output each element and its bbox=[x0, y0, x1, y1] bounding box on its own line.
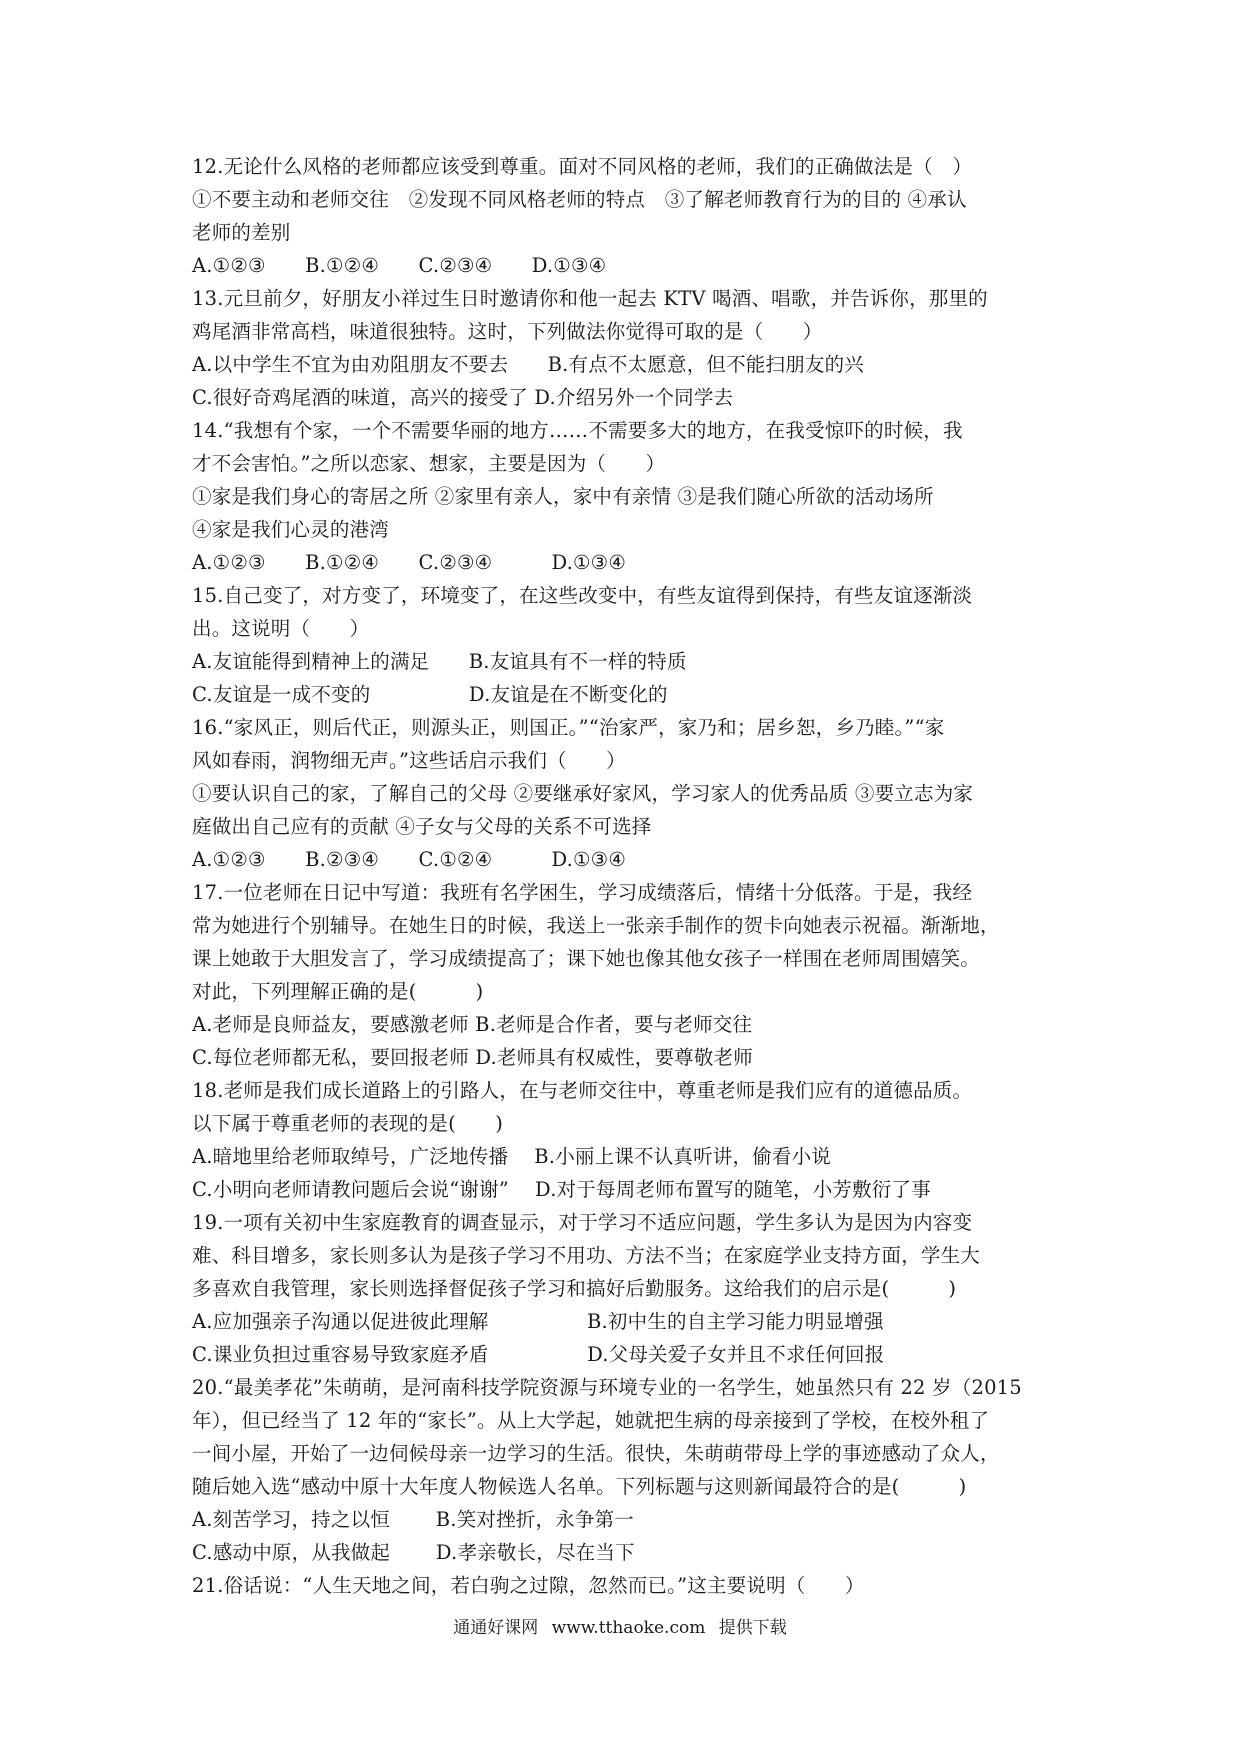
text-line: 13.元旦前夕，好朋友小祥过生日时邀请你和他一起去 KTV 喝酒、唱歌，并告诉你，那里的 bbox=[192, 287, 988, 310]
text-line: ①要认识自己的家，了解自己的父母 ②要继承好家风，学习家人的优秀品质 ③要立志为家 bbox=[192, 782, 974, 805]
text-line: A.应加强亲子沟通以促进彼此理解 B.初中生的自主学习能力明显增强 bbox=[192, 1310, 884, 1333]
question-text-block bbox=[192, 150, 1072, 1602]
text-line: 鸡尾酒非常高档，味道很独特。这时，下列做法你觉得可取的是（ ） bbox=[192, 320, 823, 343]
text-line: A.老师是良师益友，要感激老师 B.老师是合作者，要与老师交往 bbox=[192, 1013, 753, 1036]
text-line: ④家是我们心灵的港湾 bbox=[192, 518, 390, 541]
text-line: A.以中学生不宜为由劝阻朋友不要去 B.有点不太愿意，但不能扫朋友的兴 bbox=[192, 353, 865, 376]
text-line: 多喜欢自我管理，家长则选择督促孩子学习和搞好后勤服务。这给我们的启示是( ) bbox=[192, 1277, 957, 1300]
text-line: 15.自己变了，对方变了，环境变了，在这些改变中，有些友谊得到保持，有些友谊逐渐淡 bbox=[192, 584, 973, 607]
text-line: ①不要主动和老师交往 ②发现不同风格老师的特点 ③了解老师教育行为的目的 ④承认 bbox=[192, 188, 967, 211]
text-line: 老师的差别 bbox=[192, 221, 291, 244]
text-line: A.暗地里给老师取绰号，广泛地传播 B.小丽上课不认真听讲，偷看小说 bbox=[192, 1145, 832, 1168]
text-line: A.①②③ B.②③④ C.①②④ D.①③④ bbox=[192, 848, 627, 871]
text-line: 20.“最美孝花”朱萌萌，是河南科技学院资源与环境专业的一名学生，她虽然只有 22 岁（2015 bbox=[192, 1376, 1022, 1399]
text-line: 年），但已经当了 12 年的“家长”。从上大学起，她就把生病的母亲接到了学校，在校外租了 bbox=[192, 1409, 990, 1432]
text-line: 19.一项有关初中生家庭教育的调查显示，对于学习不适应问题，学生多认为是因为内容变 bbox=[192, 1211, 973, 1234]
text-line: 以下属于尊重老师的表现的是( ) bbox=[192, 1112, 504, 1135]
text-line: 18.老师是我们成长道路上的引路人，在与老师交往中，尊重老师是我们应有的道德品质。 bbox=[192, 1079, 973, 1102]
text-line: 出。这说明（ ） bbox=[192, 617, 370, 640]
page-footer bbox=[0, 1614, 1240, 1642]
text-line: 16.“家风正，则后代正，则源头正，则国正。”“治家严，家乃和；居乡恕，乡乃睦。”“家 bbox=[192, 716, 945, 739]
text-line: A.友谊能得到精神上的满足 B.友谊具有不一样的特质 bbox=[192, 650, 687, 673]
text-line: 才不会害怕。”之所以恋家、想家，主要是因为（ ） bbox=[192, 452, 666, 475]
footer-site-name: 通通好课网 bbox=[453, 1618, 539, 1638]
text-line: 17.一位老师在日记中写道：我班有名学困生，学习成绩落后，情绪十分低落。于是，我经 bbox=[192, 881, 973, 904]
text-line: 常为她进行个别辅导。在她生日的时候，我送上一张亲手制作的贺卡向她表示祝福。渐渐地， bbox=[192, 914, 1000, 937]
text-line: C.很好奇鸡尾酒的味道，高兴的接受了 D.介绍另外一个同学去 bbox=[192, 386, 734, 409]
text-line: 12.无论什么风格的老师都应该受到尊重。面对不同风格的老师，我们的正确做法是（ ） bbox=[192, 155, 973, 178]
text-line: A.刻苦学习，持之以恒 B.笑对挫折，永争第一 bbox=[192, 1508, 635, 1531]
text-line: 一间小屋，开始了一边伺候母亲一边学习的生活。很快，朱萌萌带母上学的事迹感动了众人， bbox=[192, 1442, 1000, 1465]
text-line: C.感动中原，从我做起 D.孝亲敬长，尽在当下 bbox=[192, 1541, 635, 1564]
text-line: 随后她入选“感动中原十大年度人物候选人名单。下列标题与这则新闻最符合的是( ) bbox=[192, 1475, 967, 1498]
text-line: ①家是我们身心的寄居之所 ②家里有亲人，家中有亲情 ③是我们随心所欲的活动场所 bbox=[192, 485, 934, 508]
footer-url: www.tthaoke.com bbox=[551, 1618, 706, 1638]
text-line: 难、科目增多，家长则多认为是孩子学习不用功、方法不当；在家庭学业支持方面，学生大 bbox=[192, 1244, 981, 1267]
text-line: 14.“我想有个家，一个不需要华丽的地方……不需要多大的地方，在我受惊吓的时候，我 bbox=[192, 419, 963, 442]
text-line: C.每位老师都无私，要回报老师 D.老师具有权威性，要尊敬老师 bbox=[192, 1046, 753, 1069]
text-line: 课上她敢于大胆发言了，学习成绩提高了；课下她也像其他女孩子一样围在老师周围嬉笑。 bbox=[192, 947, 981, 970]
text-line: 对此，下列理解正确的是( ) bbox=[192, 980, 484, 1003]
text-line: C.小明向老师请教问题后会说“谢谢” D.对于每周老师布置写的随笔，小芳敷衍了事 bbox=[192, 1178, 931, 1201]
text-line: 庭做出自己应有的贡献 ④子女与父母的关系不可选择 bbox=[192, 815, 652, 838]
text-line: A.①②③ B.①②④ C.②③④ D.①③④ bbox=[192, 551, 627, 574]
text-line: C.友谊是一成不变的 D.友谊是在不断变化的 bbox=[192, 683, 668, 706]
text-line: 21.俗话说：“人生天地之间，若白驹之过隙，忽然而已。”这主要说明（ ） bbox=[192, 1574, 865, 1597]
footer-suffix: 提供下载 bbox=[718, 1618, 787, 1638]
text-line: C.课业负担过重容易导致家庭矛盾 D.父母关爱子女并且不求任何回报 bbox=[192, 1343, 885, 1366]
text-line: A.①②③ B.①②④ C.②③④ D.①③④ bbox=[192, 254, 607, 277]
text-line: 风如春雨，润物细无声。”这些话启示我们（ ） bbox=[192, 749, 626, 772]
